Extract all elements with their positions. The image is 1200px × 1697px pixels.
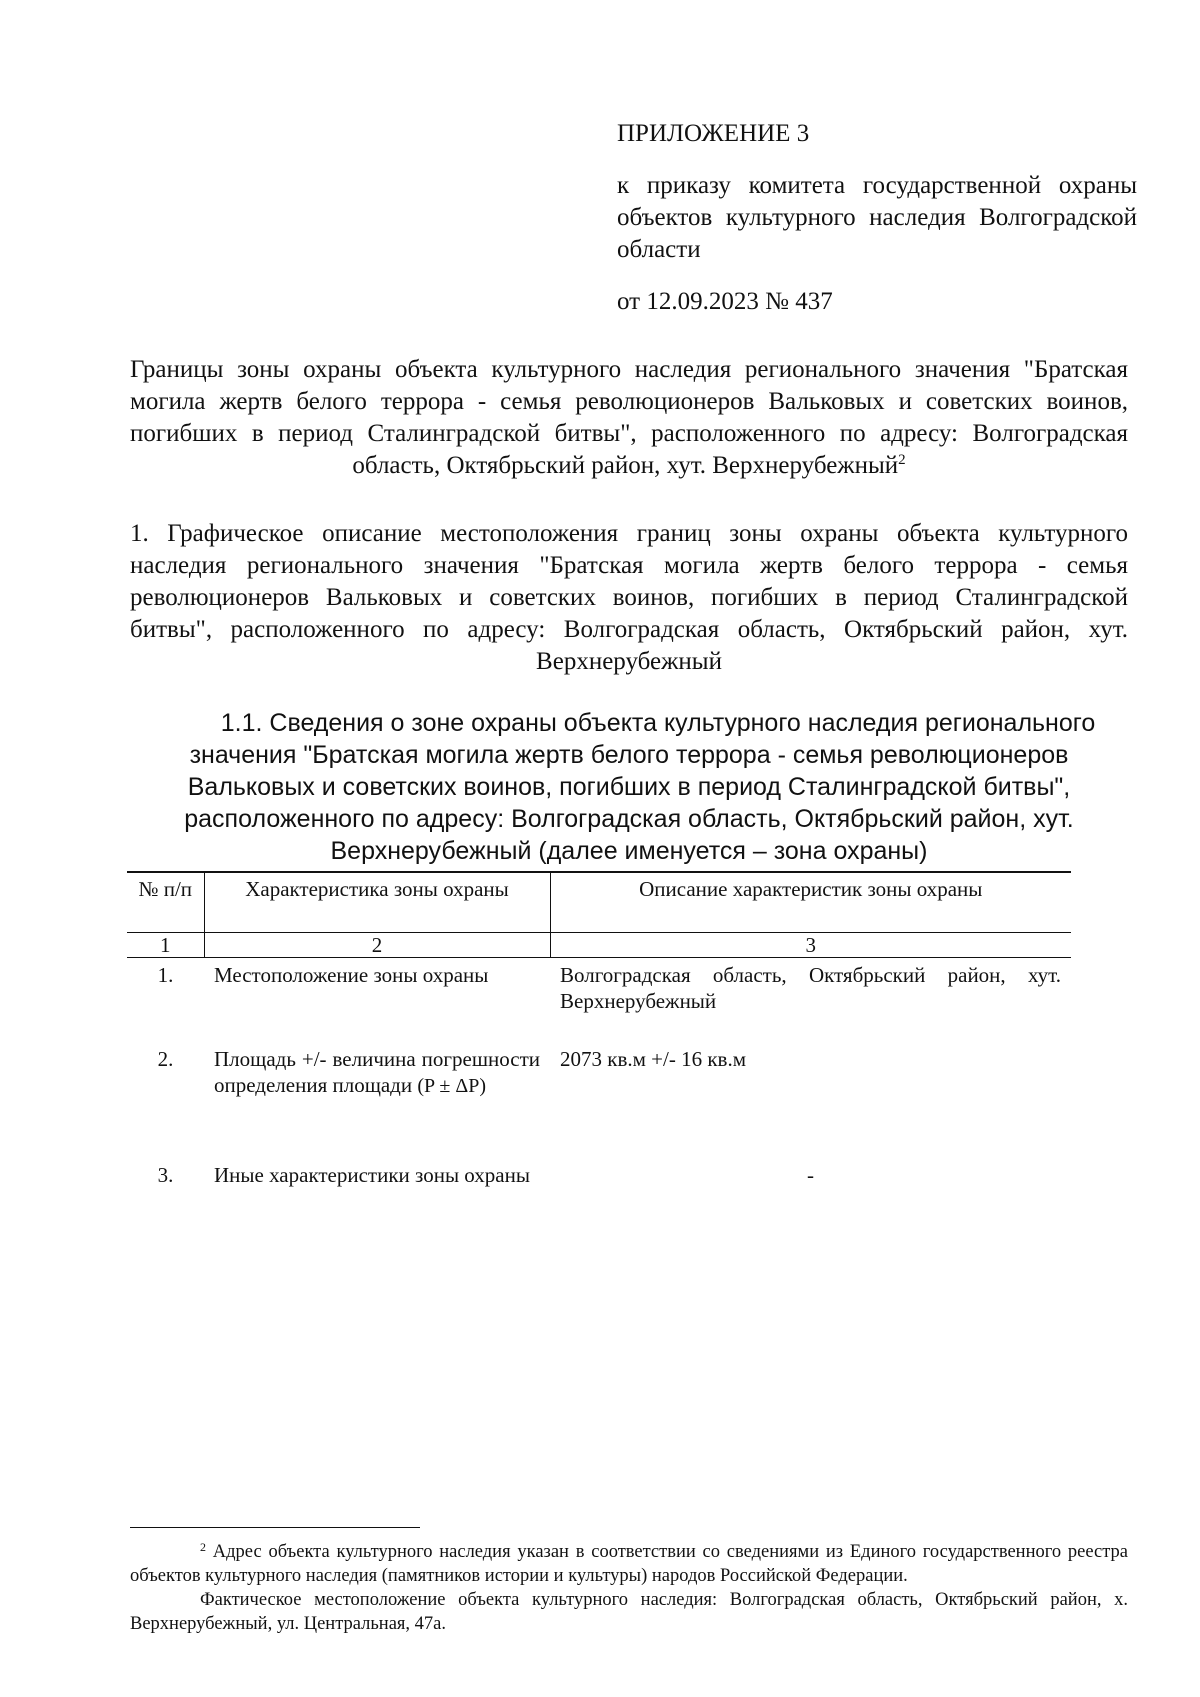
table-header-row [127,872,1071,933]
zone-characteristics-table [127,871,1071,1188]
footnote [130,1540,1128,1636]
table-row [127,958,1071,1043]
footnote-separator [130,1527,420,1528]
area-error-formula: (P ± ΔP) [417,1075,487,1097]
section-1-1-number: 1.1. [220,709,263,737]
row-description: 2073 кв.м +/- 16 кв.м [560,1047,746,1071]
row-number: 2. [157,1047,174,1071]
row-description: - [807,1163,814,1187]
row-number: 3. [157,1163,174,1187]
header-characteristic: Характеристика зоны охраны [204,872,550,933]
footnote-mark: 2 [200,1540,206,1554]
row-characteristic: Иные характеристики зоны охраны [214,1163,530,1187]
row-number: 1. [157,963,174,987]
table-row [127,1042,1071,1158]
footnote-text-1: Адрес объекта культурного наследия указан в соответствии со сведениями из Единого государственного реестра объектов культурного наследия (памятников истории и культуры) народов Российской Федерации. [130,1542,1129,1586]
row-description: Волгоградская область, Октябрьский район, хут. Верхнерубежный [560,963,1061,1013]
appendix-order-reference: к приказу комитета государственной охраны объектов культурного наследия Волгоградской области [617,172,1137,263]
header-description: Описание характеристик зоны охраны [550,872,1071,933]
row-characteristic: Местоположение зоны охраны [214,963,489,987]
column-number-2: 2 [204,933,550,958]
footnote-paragraph-1 [130,1540,1128,1588]
appendix-block [617,118,1137,318]
document-heading-text: Границы зоны охраны объекта культурного наследия регионального значения "Братская могила жертв белого террора - семья революционеров Вальковых и советских воинов, погибших в период Сталинградской битвы", расположенного по адресу: Волгоградская область, Октябрьский район, хут. Верхнерубежный [130,356,1128,479]
footnote-paragraph-2: Фактическое местоположение объекта культурного наследия: Волгоградская область, Октябрьский район, х. Верхнерубежный, ул. Центральная, 47а. [130,1590,1128,1634]
appendix-date-number: от 12.09.2023 № 437 [617,288,833,315]
table-row [127,1158,1071,1188]
footnote-reference-mark: 2 [898,452,906,468]
section-1-1-heading [145,707,1113,867]
column-number-1: 1 [127,933,204,958]
section-1-1-text: Сведения о зоне охраны объекта культурного наследия регионального значения "Братская могила жертв белого террора - семья революционеров Вальковых и советских воинов, погибших в период Сталинградской битвы", расположенного по адресу: Волгоградская область, Октябрьский район, хут. Верхнерубежный (далее именуется – зона охраны) [184,709,1096,865]
header-number: № п/п [127,872,204,933]
row-characteristic-text: Площадь +/- величина погрешности определения площади [214,1047,540,1097]
table-column-numbers-row [127,933,1071,958]
document-heading [130,354,1128,482]
section-1-heading: 1. Графическое описание местоположения границ зоны охраны объекта культурного наследия регионального значения "Братская могила жертв белого террора - семья революционеров Вальковых и советских воинов, погибших в период Сталинградской битвы", расположенного по адресу: Волгоградская область, Октябрьский район, хут. Верхнерубежный [130,520,1128,675]
appendix-title: ПРИЛОЖЕНИЕ 3 [617,120,810,147]
column-number-3: 3 [550,933,1071,958]
row-characteristic [204,1042,550,1158]
